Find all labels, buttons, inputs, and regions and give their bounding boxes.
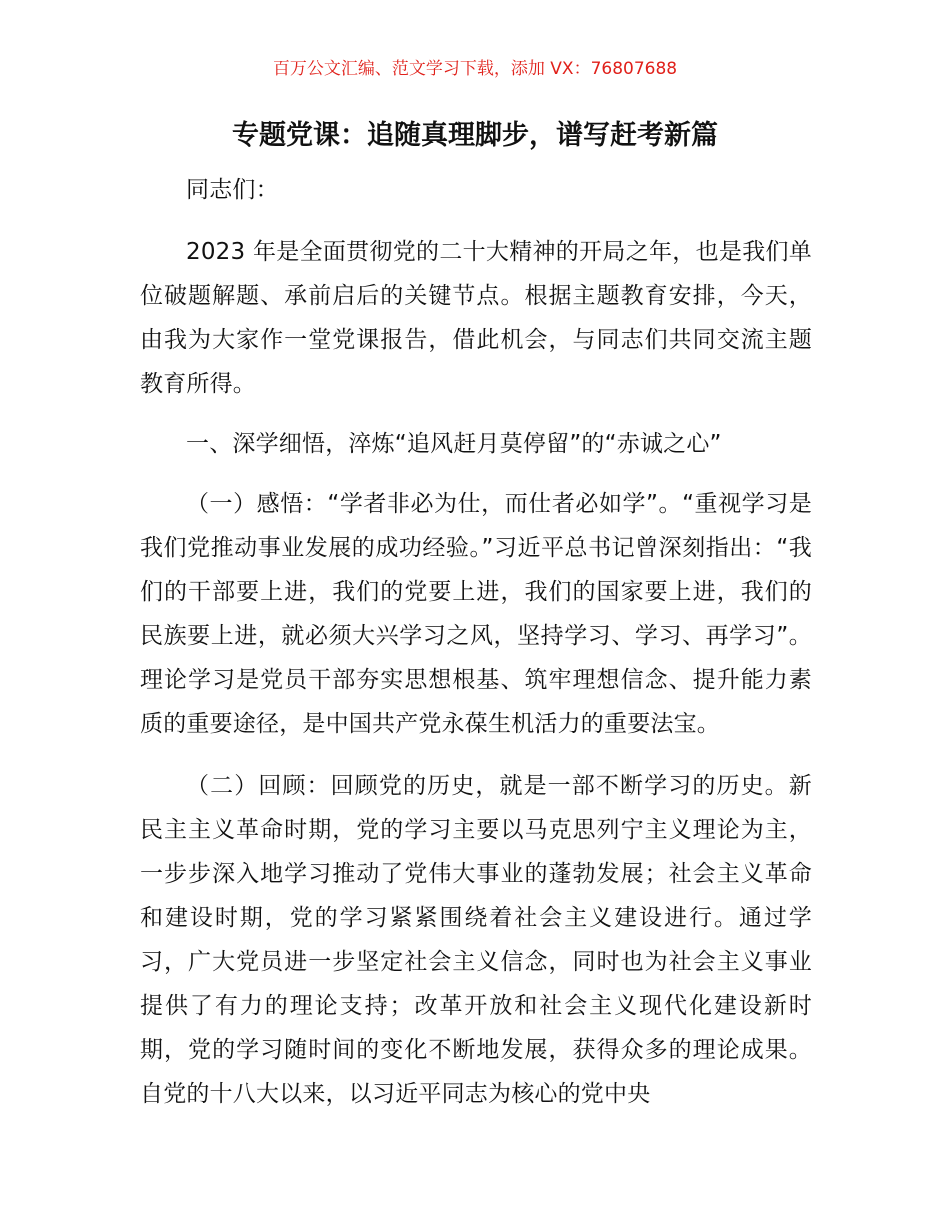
intro-paragraph: 2023 年是全面贯彻党的二十大精神的开局之年，也是我们单位破题解题、承前启后的关键节点。根据主题教育安排，今天，由我为大家作一堂党课报告，借此机会，与同志们共同交流主题教育所得。	[140, 239, 812, 397]
subsection-one-paragraph: （一）感悟：“学者非必为仕，而仕者必如学”。“重视学习是我们党推动事业发展的成功经验。”习近平总书记曾深刻指出：“我们的干部要上进，我们的党要上进，我们的国家要上进，我们的民族要上进，就必须大兴学习之风，坚持学习、学习、再学习”。理论学习是党员干部夯实思想根基、筑牢理想信念、提升能力素质的重要途径，是中国共产党永葆生机活力的重要法宝。	[140, 491, 812, 737]
subsection-two-paragraph: （二）回顾：回顾党的历史，就是一部不断学习的历史。新民主主义革命时期，党的学习主要以马克思列宁主义理论为主，一步步深入地学习推动了党伟大事业的蓬勃发展；社会主义革命和建设时期，党的学习紧紧围绕着社会主义建设进行。通过学习，广大党员进一步坚定社会主义信念，同时也为社会主义事业提供了有力的理论支持；改革开放和社会主义现代化建设新时期，党的学习随时间的变化不断地发展，获得众多的理论成果。自党的十八大以来，以习近平同志为核心的党中央	[140, 773, 812, 1107]
greeting: 同志们：	[186, 177, 279, 203]
document-body	[140, 168, 812, 1116]
section-heading-one: 一、深学细悟，淬炼“追风赶月莫停留”的“赤诚之心”	[186, 431, 722, 457]
header-note: 百万公文汇编、范文学习下载，添加 VX：76807688	[272, 59, 678, 79]
page-title: 专题党课：追随真理脚步，谱写赶考新篇	[232, 120, 718, 151]
